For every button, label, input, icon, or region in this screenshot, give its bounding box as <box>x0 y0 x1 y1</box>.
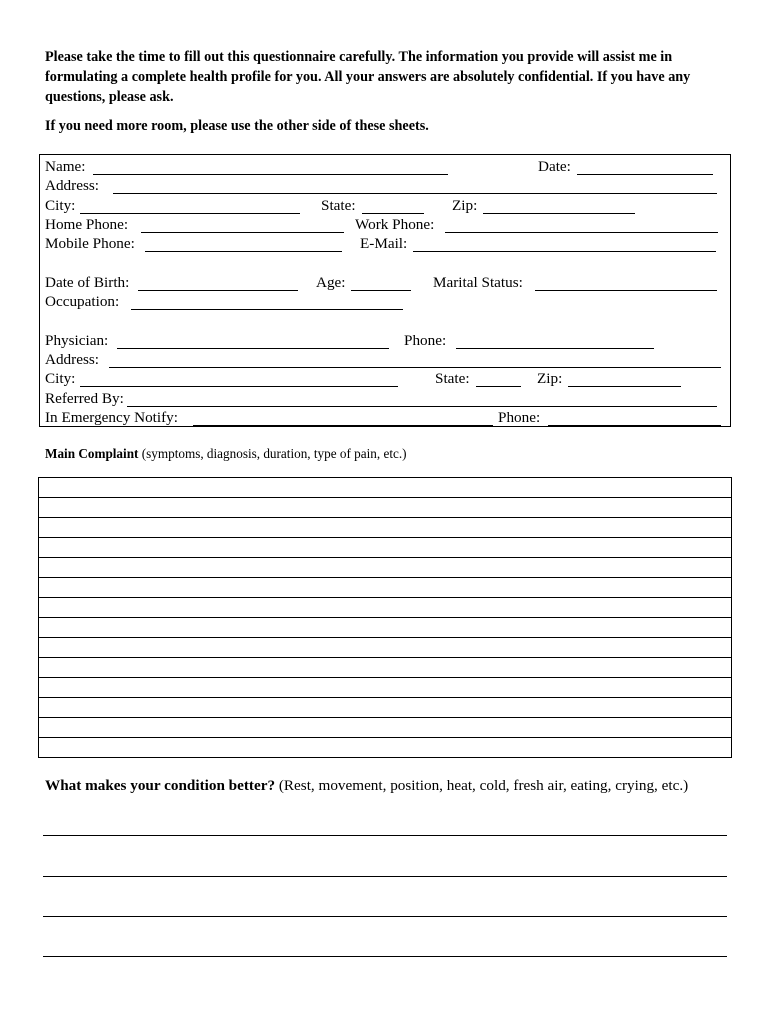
grid-line <box>39 617 731 618</box>
home-phone-label: Home Phone: <box>45 216 129 233</box>
row-mobile <box>45 234 725 253</box>
referred-by-label: Referred By: <box>45 390 124 407</box>
row-name <box>45 157 725 176</box>
city-label: City: <box>45 197 76 214</box>
grid-line <box>39 657 731 658</box>
grid-line <box>39 717 731 718</box>
more-room-note: If you need more room, please use the other side of these sheets. <box>45 118 429 134</box>
grid-line <box>39 577 731 578</box>
physician-label: Physician: <box>45 332 109 349</box>
better-label: What makes your condition better? <box>45 777 276 794</box>
row-referred <box>45 389 725 408</box>
row-address <box>45 176 725 195</box>
email-label: E-Mail: <box>360 235 408 252</box>
main-complaint-heading <box>45 446 407 462</box>
dob-label: Date of Birth: <box>45 274 130 291</box>
physician-city-label: City: <box>45 370 76 387</box>
city-field[interactable] <box>80 213 300 214</box>
name-label: Name: <box>45 158 86 175</box>
mobile-phone-field[interactable] <box>145 251 342 252</box>
row-city <box>45 196 725 215</box>
row-occupation <box>45 292 725 311</box>
row-emergency <box>45 408 725 427</box>
better-answer-line[interactable] <box>43 876 727 877</box>
home-phone-field[interactable] <box>141 232 344 233</box>
intro-paragraph: Please take the time to fill out this questionnaire carefully. The information you provide will assist me in formulating a complete health profile for you. All your answers are absolutely confidential. If you have any questions, please ask. <box>45 49 691 105</box>
main-complaint-grid[interactable] <box>38 477 732 758</box>
dob-field[interactable] <box>138 290 298 291</box>
physician-zip-field[interactable] <box>568 386 681 387</box>
physician-phone-label: Phone: <box>404 332 447 349</box>
grid-line <box>39 497 731 498</box>
row-physician-address <box>45 350 725 369</box>
name-field[interactable] <box>93 174 448 175</box>
marital-status-field[interactable] <box>535 290 717 291</box>
age-label: Age: <box>316 274 346 291</box>
emergency-phone-label: Phone: <box>498 409 541 426</box>
physician-field[interactable] <box>117 348 389 349</box>
emergency-field[interactable] <box>193 425 493 426</box>
physician-phone-field[interactable] <box>456 348 654 349</box>
date-label: Date: <box>538 158 571 175</box>
grid-line <box>39 697 731 698</box>
physician-zip-label: Zip: <box>537 370 563 387</box>
grid-line <box>39 737 731 738</box>
occupation-field[interactable] <box>131 309 403 310</box>
row-physician-city <box>45 369 725 388</box>
grid-line <box>39 637 731 638</box>
physician-address-field[interactable] <box>109 367 721 368</box>
row-dob <box>45 273 725 292</box>
better-question <box>45 776 725 796</box>
better-answer-line[interactable] <box>43 956 727 957</box>
address-label: Address: <box>45 177 99 194</box>
email-field[interactable] <box>413 251 716 252</box>
physician-city-field[interactable] <box>80 386 398 387</box>
better-hint: (Rest, movement, position, heat, cold, fresh air, eating, crying, etc.) <box>275 777 689 794</box>
emergency-phone-field[interactable] <box>548 425 721 426</box>
age-field[interactable] <box>351 290 411 291</box>
referred-by-field[interactable] <box>127 406 717 407</box>
mobile-phone-label: Mobile Phone: <box>45 235 135 252</box>
occupation-label: Occupation: <box>45 293 120 310</box>
grid-line <box>39 597 731 598</box>
grid-line <box>39 557 731 558</box>
better-answer-line[interactable] <box>43 835 727 836</box>
grid-line <box>39 517 731 518</box>
physician-state-label: State: <box>435 370 470 387</box>
work-phone-field[interactable] <box>445 232 718 233</box>
emergency-label: In Emergency Notify: <box>45 409 178 426</box>
physician-address-label: Address: <box>45 351 99 368</box>
state-field[interactable] <box>362 213 424 214</box>
grid-line <box>39 677 731 678</box>
row-phones <box>45 215 725 234</box>
work-phone-label: Work Phone: <box>355 216 435 233</box>
zip-label: Zip: <box>452 197 478 214</box>
main-complaint-hint: (symptoms, diagnosis, duration, type of pain, etc.) <box>138 446 407 461</box>
marital-status-label: Marital Status: <box>433 274 523 291</box>
address-field[interactable] <box>113 193 717 194</box>
state-label: State: <box>321 197 356 214</box>
grid-line <box>39 537 731 538</box>
row-physician <box>45 331 725 350</box>
date-field[interactable] <box>577 174 713 175</box>
physician-state-field[interactable] <box>476 386 521 387</box>
main-complaint-label: Main Complaint <box>45 446 139 461</box>
better-answer-line[interactable] <box>43 916 727 917</box>
zip-field[interactable] <box>483 213 635 214</box>
